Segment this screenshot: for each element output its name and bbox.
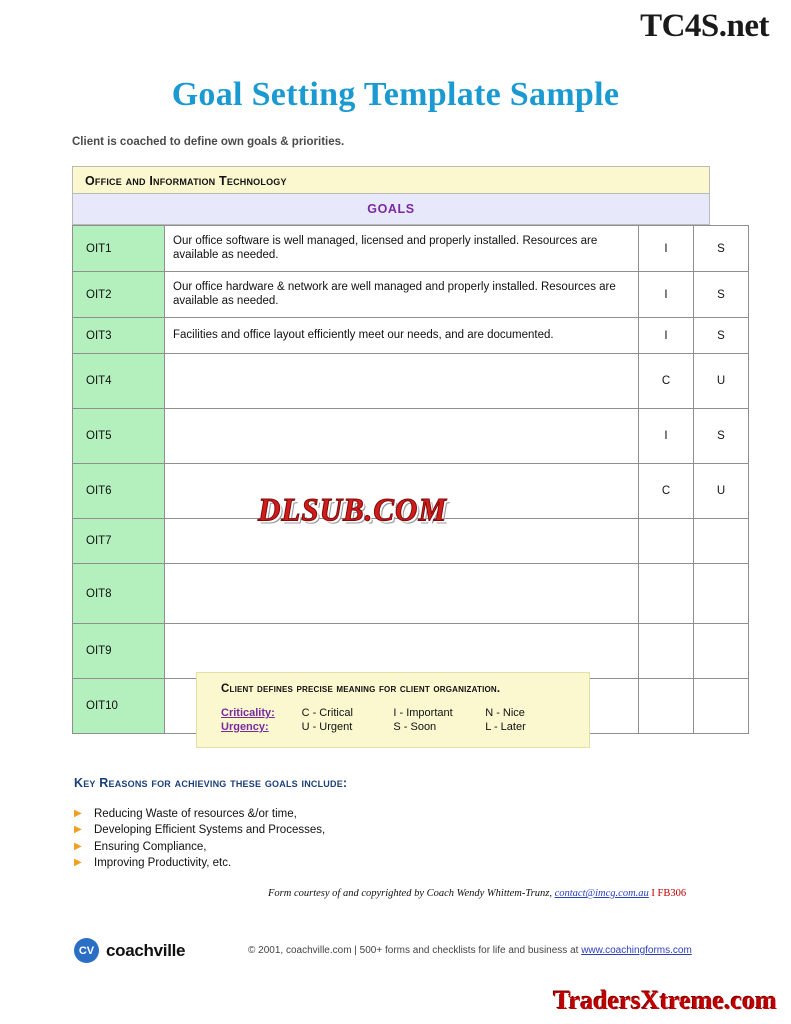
goal-code: OIT10 [73, 679, 165, 734]
copyright-line [248, 945, 692, 956]
copyright-text: © 2001, coachville.com | 500+ forms and checklists for life and business at [248, 945, 582, 956]
table-row [73, 564, 749, 624]
goal-urgency[interactable] [694, 564, 749, 624]
legend-urgency-s: S - Soon [393, 721, 437, 733]
triangle-bullet-icon: ▶ [74, 840, 82, 852]
legend-urgency-row [209, 721, 577, 733]
cv-badge-icon: CV [74, 938, 99, 963]
legend-title: Client defines precise meaning for client organization. [221, 683, 501, 695]
triangle-bullet-icon: ▶ [74, 808, 82, 819]
goal-criticality[interactable] [639, 624, 694, 679]
goal-urgency[interactable]: S [694, 272, 749, 318]
legend-urgency-u: U - Urgent [301, 721, 353, 733]
goal-criticality[interactable] [639, 564, 694, 624]
form-code: I FB306 [651, 888, 687, 899]
goal-urgency[interactable]: S [694, 318, 749, 354]
goal-criticality[interactable]: I [639, 318, 694, 354]
goal-criticality[interactable]: I [639, 409, 694, 464]
goal-code: OIT6 [73, 464, 165, 519]
goals-table [72, 225, 749, 734]
goal-urgency[interactable] [694, 624, 749, 679]
reason-text: Improving Productivity, etc. [94, 856, 232, 869]
goal-text[interactable]: Our office software is well managed, licensed and properly installed. Resources are available as needed. [165, 226, 639, 272]
coachingforms-link[interactable]: www.coachingforms.com [581, 945, 692, 956]
page-subtitle: Client is coached to define own goals & priorities. [72, 136, 345, 148]
triangle-bullet-icon: ▶ [74, 824, 82, 836]
tradersxtreme-watermark: TradersXtreme.com [553, 986, 777, 1015]
goal-criticality[interactable]: C [639, 354, 694, 409]
table-row [73, 318, 749, 354]
category-header: Office and Information Technology [72, 166, 710, 194]
goal-code: OIT2 [73, 272, 165, 318]
courtesy-text: Form courtesy of and copyrighted by Coach Wendy Whittem-Trunz, [268, 888, 555, 899]
legend-urgency-label: Urgency: [221, 721, 269, 733]
goal-urgency[interactable]: S [694, 409, 749, 464]
key-reasons-list [74, 806, 524, 871]
goal-urgency[interactable] [694, 519, 749, 564]
dlsub-watermark: DLSUB.COM [258, 491, 448, 528]
reason-text: Reducing Waste of resources &/or time, [94, 808, 297, 820]
list-item [74, 855, 524, 871]
tc4s-watermark: TC4S.net [640, 8, 769, 44]
goal-criticality[interactable]: C [639, 464, 694, 519]
coachville-logo [74, 938, 185, 963]
legend-box [196, 672, 590, 748]
table-row [73, 624, 749, 679]
goal-code: OIT8 [73, 564, 165, 624]
goal-code: OIT4 [73, 354, 165, 409]
goal-code: OIT7 [73, 519, 165, 564]
legend-criticality-i: I - Important [393, 707, 453, 719]
table-row [73, 226, 749, 272]
legend-urgency-l: L - Later [485, 721, 526, 733]
legend-criticality-n: N - Nice [485, 707, 525, 719]
legend-criticality-row [209, 707, 577, 719]
goals-column-header: GOALS [72, 194, 710, 225]
goal-urgency[interactable] [694, 679, 749, 734]
page-title: Goal Setting Template Sample [171, 76, 620, 113]
goal-text[interactable]: Facilities and office layout efficiently meet our needs, and are documented. [165, 318, 639, 354]
legend-criticality-c: C - Critical [301, 707, 353, 719]
goal-text[interactable] [165, 564, 639, 624]
goal-text[interactable] [165, 409, 639, 464]
goal-text[interactable] [165, 354, 639, 409]
goal-criticality[interactable] [639, 519, 694, 564]
logo-text: coachville [106, 940, 186, 960]
reason-text: Ensuring Compliance, [94, 840, 207, 853]
list-item [74, 822, 524, 838]
reason-text: Developing Efficient Systems and Processes, [94, 824, 326, 837]
goal-urgency[interactable]: U [694, 464, 749, 519]
goal-code: OIT1 [73, 226, 165, 272]
list-item [74, 806, 524, 822]
courtesy-line [268, 888, 686, 899]
goal-text[interactable]: Our office hardware & network are well managed and properly installed. Resources are available as needed. [165, 272, 639, 318]
key-reasons-title: Key Reasons for achieving these goals include: [74, 776, 348, 790]
goals-table-container [72, 166, 726, 734]
legend-criticality-label: Criticality: [221, 707, 275, 719]
goal-criticality[interactable]: I [639, 272, 694, 318]
goal-criticality[interactable] [639, 679, 694, 734]
goal-text[interactable] [165, 624, 639, 679]
triangle-bullet-icon: ▶ [74, 856, 82, 868]
goal-urgency[interactable]: U [694, 354, 749, 409]
table-row [73, 409, 749, 464]
table-row [73, 354, 749, 409]
list-item [74, 839, 524, 855]
goal-criticality[interactable]: I [639, 226, 694, 272]
goal-urgency[interactable]: S [694, 226, 749, 272]
courtesy-email-link[interactable]: contact@imcg.com.au [554, 888, 649, 899]
goal-code: OIT3 [73, 318, 165, 354]
goal-code: OIT5 [73, 409, 165, 464]
table-row [73, 272, 749, 318]
goal-code: OIT9 [73, 624, 165, 679]
